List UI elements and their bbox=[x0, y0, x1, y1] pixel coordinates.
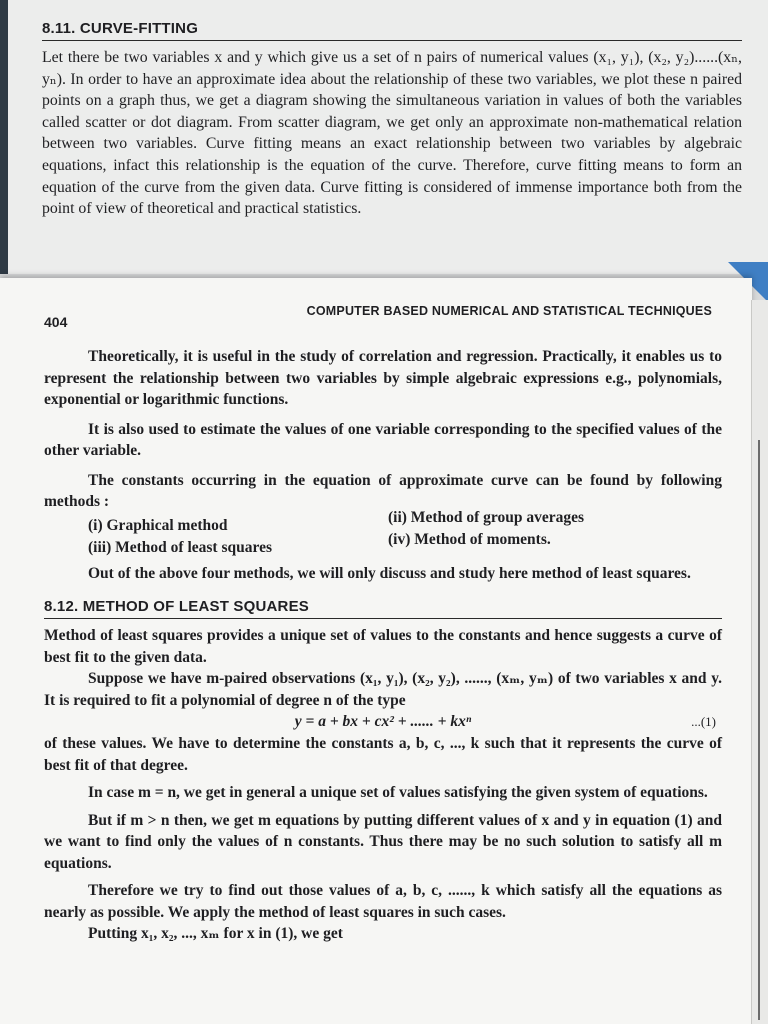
section-heading-curve-fitting: 8.11. CURVE-FITTING bbox=[42, 20, 742, 41]
paragraph-suppose: Suppose we have m-paired observations (x₁, y₁), (x₂, y₂), ......, (xₘ, yₘ) of two variables x and y. It is required to fit a polynomial of degree n of the type bbox=[44, 670, 722, 709]
bottom-page bbox=[0, 278, 752, 1024]
method-item: (i) Graphical method bbox=[88, 516, 228, 534]
paragraph-putting: Putting x₁, x₂, ..., xₘ for x in (1), we get bbox=[88, 925, 343, 942]
curve-fitting-paragraph: Let there be two variables x and y which give us a set of n pairs of numerical values (x₁, y₁), (x₂, y₂)......(xₙ, yₙ). In order to have an approximate idea about the relationship of these two variables, we plot these n paired points on a graph thus, we get a diagram showing the simultaneous variation in values of both the variables called scatter or dot diagram. From scatter diagram, we get only an approximate non-mathematical relation between two variables. Curve fitting means an exact relationship between two variables by algebraic equations, infact this relationship is the equation of the curve. Therefore, curve fitting means to form an equation of the curve from the given data. Curve fitting is considered of immense importance both from the point of view of theoretical and practical statistics. bbox=[42, 49, 742, 218]
page-number: 404 bbox=[44, 314, 68, 330]
top-page bbox=[0, 0, 768, 274]
running-header bbox=[44, 304, 722, 332]
paragraph-determine-constants: of these values. We have to determine the constants a, b, c, ..., k such that it represents the curve of best fit of that degree. bbox=[44, 735, 722, 774]
method-item: (ii) Method of group averages bbox=[388, 508, 585, 526]
paragraph-therefore: Therefore we try to find out those values of a, b, c, ......, k which satisfy all the equations as nearly as possible. We apply the method of least squares in such cases. bbox=[44, 882, 722, 921]
equation-text: y = a + bx + cx² + ...... + kxⁿ bbox=[294, 713, 472, 730]
paragraph-estimate: It is also used to estimate the values of one variable corresponding to the specified values of the other variable. bbox=[44, 420, 722, 459]
paragraph-m-greater-n: But if m > n then, we get m equations by putting different values of x and y in equation (1) and we want to find only the values of n constants. Thus there may be no such solution to satisfy all m equations. bbox=[44, 811, 722, 872]
method-item: (iv) Method of moments. bbox=[388, 530, 551, 548]
paragraph-theoretically: Theoretically, it is useful in the study of correlation and regression. Practically, it enables us to represent the relationship between two variables by simple algebraic expressions e.g., polynomials, exponential or logarithmic functions. bbox=[44, 348, 722, 408]
paragraph-out-of-four: Out of the above four methods, we will only discuss and study here method of least squares. bbox=[88, 564, 691, 582]
page-edge-line bbox=[758, 440, 760, 1020]
paragraph-constants: The constants occurring in the equation of approximate curve can be found by following methods : bbox=[44, 471, 722, 510]
polynomial-equation bbox=[44, 711, 722, 733]
intro-block bbox=[44, 346, 722, 513]
section-heading-least-squares: 8.12. METHOD OF LEAST SQUARES bbox=[44, 598, 722, 619]
least-squares-body bbox=[44, 625, 722, 945]
method-item: (iii) Method of least squares bbox=[88, 538, 272, 556]
paragraph-case-m-equals-n: In case m = n, we get in general a unique set of values satisfying the given system of equations. bbox=[88, 784, 708, 801]
methods-list bbox=[88, 508, 722, 559]
paragraph-unique-set: Method of least squares provides a unique set of values to the constants and hence suggests a curve of best fit to the given data. bbox=[44, 627, 722, 666]
methods-conclusion bbox=[44, 563, 722, 585]
equation-number: ...(1) bbox=[691, 714, 716, 729]
book-title: COMPUTER BASED NUMERICAL AND STATISTICAL TECHNIQUES bbox=[306, 304, 712, 318]
